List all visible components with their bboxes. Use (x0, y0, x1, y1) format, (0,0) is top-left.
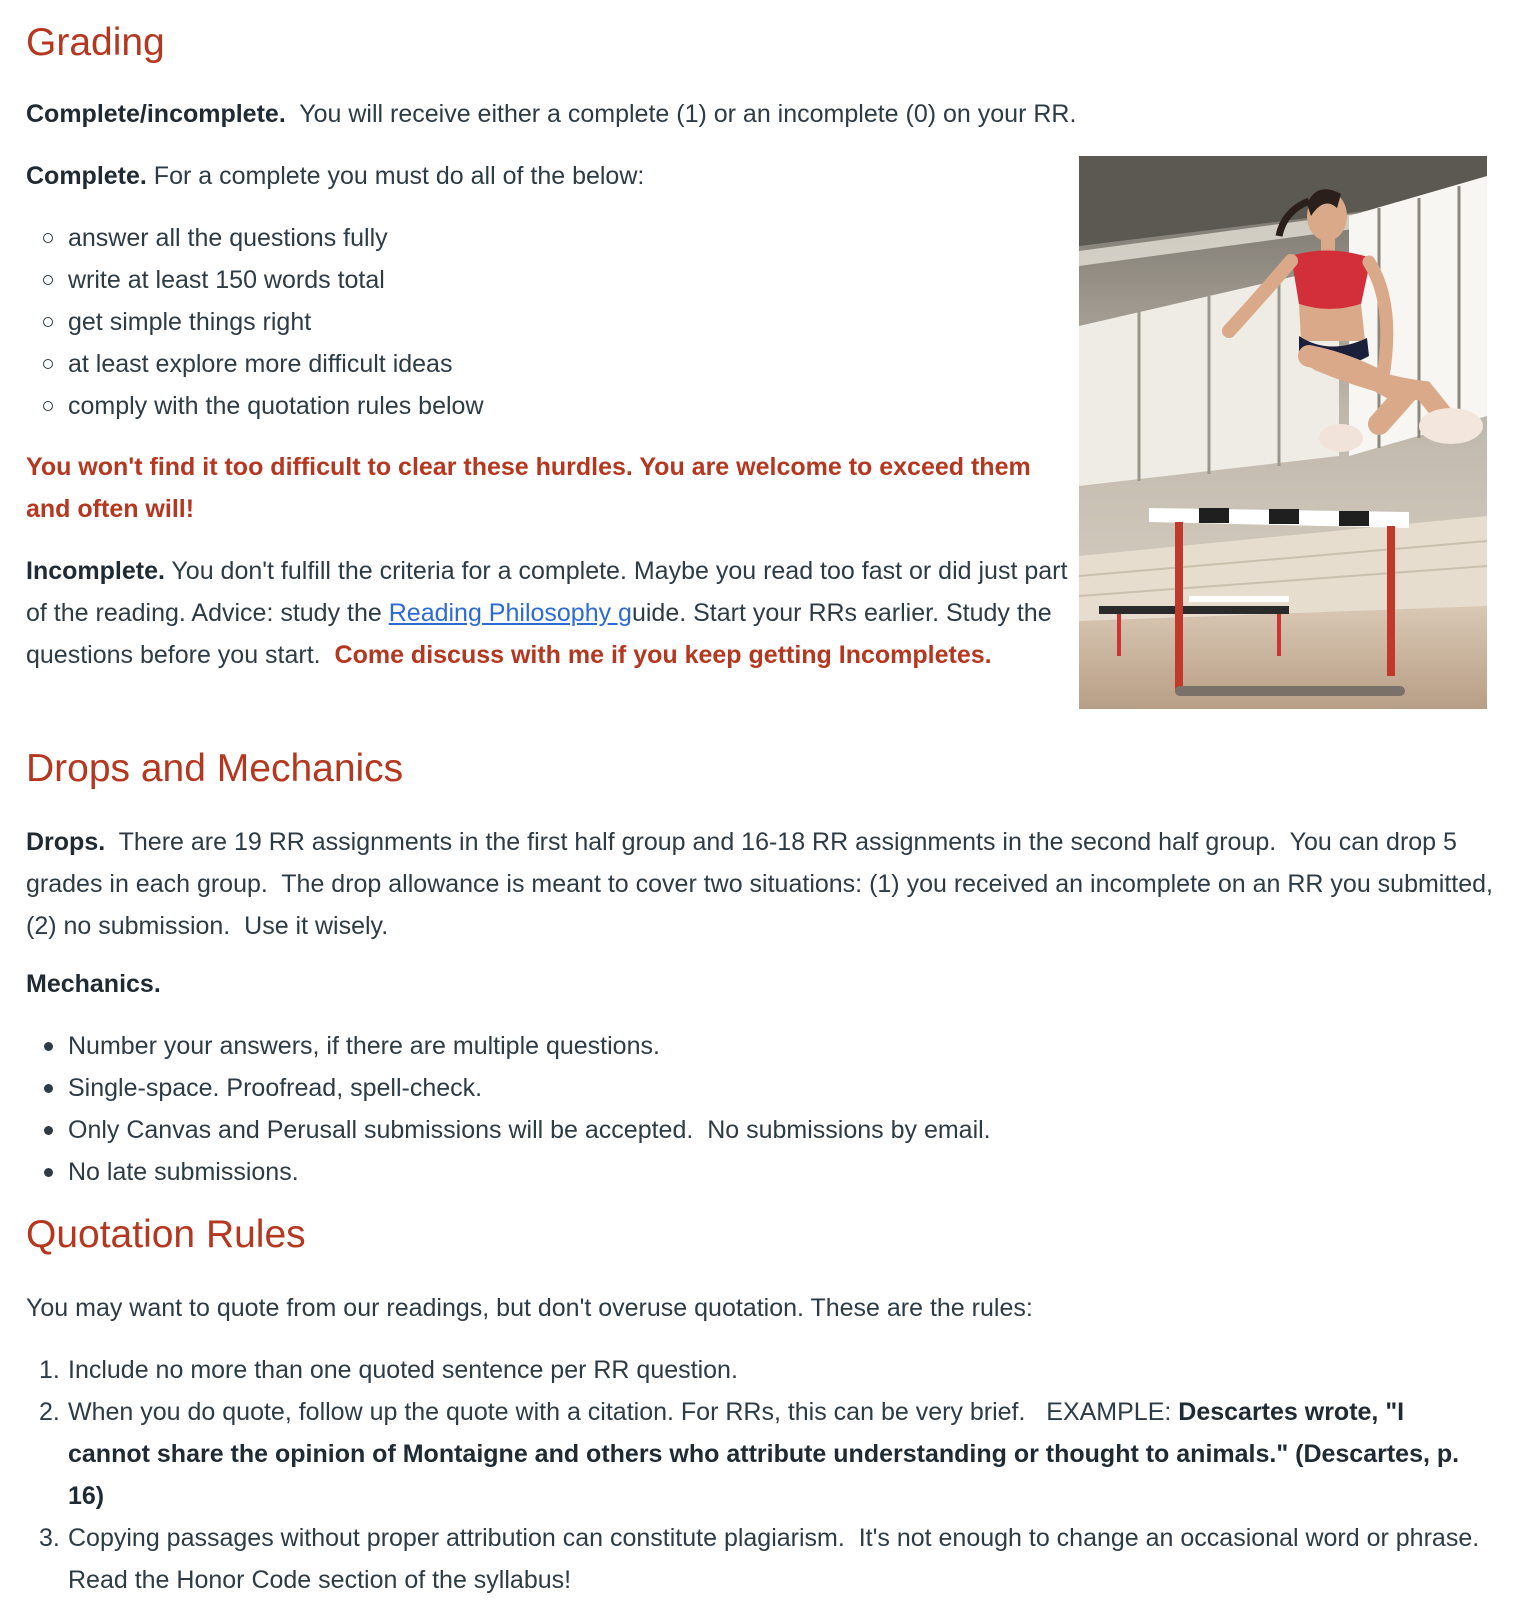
complete-incomplete-label: Complete/incomplete. (26, 100, 286, 128)
mechanics-label (26, 963, 161, 1005)
rule-example: Descartes wrote, "I cannot share the opinion of Montaigne and others who attribute understanding or thought to animals." (Descartes, p. 16) (68, 1398, 1460, 1510)
rule-number: 2. (39, 1398, 60, 1426)
grading-heading: Grading (26, 21, 165, 64)
rule-number: 1. (39, 1356, 60, 1384)
rule-text: Include no more than one quoted sentence per RR question. (68, 1356, 738, 1384)
drops-label: Drops. (26, 828, 106, 856)
complete-label: Complete. (26, 162, 147, 190)
list-item (26, 1517, 1486, 1601)
mechanics-label-text: Mechanics. (26, 970, 161, 998)
drops-text: There are 19 RR assignments in the first half group and 16-18 RR assignments in the second half group. You can drop 5 grades in each group. The drop allowance is meant to cover two situations: (1) you received an incomplete on an RR you submitted, (2) no submission. Use it wisely. (26, 828, 1500, 940)
incomplete-emphasis: Come discuss with me if you keep getting Incompletes. (334, 641, 992, 669)
list-item: Only Canvas and Perusall submissions will be accepted. No submissions by email. (26, 1109, 1509, 1151)
criteria-list (26, 217, 1066, 427)
list-item: comply with the quotation rules below (26, 385, 1066, 427)
list-item: at least explore more difficult ideas (26, 343, 1066, 385)
mechanics-list (26, 1025, 1509, 1193)
hurdle-photo (1079, 156, 1487, 709)
list-item: answer all the questions fully (26, 217, 1066, 259)
complete-incomplete-paragraph (26, 93, 1509, 135)
drops-mechanics-heading: Drops and Mechanics (26, 747, 404, 790)
incomplete-label: Incomplete. (26, 557, 165, 585)
list-item (26, 1391, 1486, 1517)
incomplete-text-1: You don't fulfill the criteria for a complete. Maybe you read too fast or did just part of the reading. Advice: study the (26, 557, 1068, 627)
quotation-rules-heading: Quotation Rules (26, 1213, 306, 1256)
list-item: Single-space. Proofread, spell-check. (26, 1067, 1509, 1109)
hurdles-note: You won't find it too difficult to clear these hurdles. You are welcome to exceed them and often will! (26, 453, 1031, 523)
list-item: write at least 150 words total (26, 259, 1066, 301)
reading-philosophy-link[interactable]: Reading Philosophy g (388, 599, 632, 627)
rule-number: 3. (39, 1524, 60, 1552)
list-item: No late submissions. (26, 1151, 1509, 1193)
incomplete-text-2: uide. Start your RRs earlier. Study the questions before you start. (26, 599, 1059, 669)
complete-paragraph (26, 155, 1066, 197)
quotation-intro: You may want to quote from our readings, but don't overuse quotation. These are the rules: (26, 1294, 1033, 1322)
rule-text: Copying passages without proper attribution can constitute plagiarism. It's not enough to change an occasional word or phrase. Read the Honor Code section of the syllabus! (68, 1524, 1487, 1594)
rule-text: When you do quote, follow up the quote with a citation. For RRs, this can be very brief. EXAMPLE: (68, 1398, 1179, 1426)
list-item: get simple things right (26, 301, 1066, 343)
drops-paragraph (26, 821, 1509, 947)
quotation-rules-list (26, 1349, 1486, 1601)
list-item: Number your answers, if there are multiple questions. (26, 1025, 1509, 1067)
complete-incomplete-text: You will receive either a complete (1) or an incomplete (0) on your RR. (285, 100, 1077, 128)
incomplete-paragraph (26, 550, 1076, 676)
list-item (26, 1349, 1486, 1391)
hurdle-photo-illustration (1079, 156, 1487, 709)
complete-text: For a complete you must do all of the below: (146, 162, 645, 190)
